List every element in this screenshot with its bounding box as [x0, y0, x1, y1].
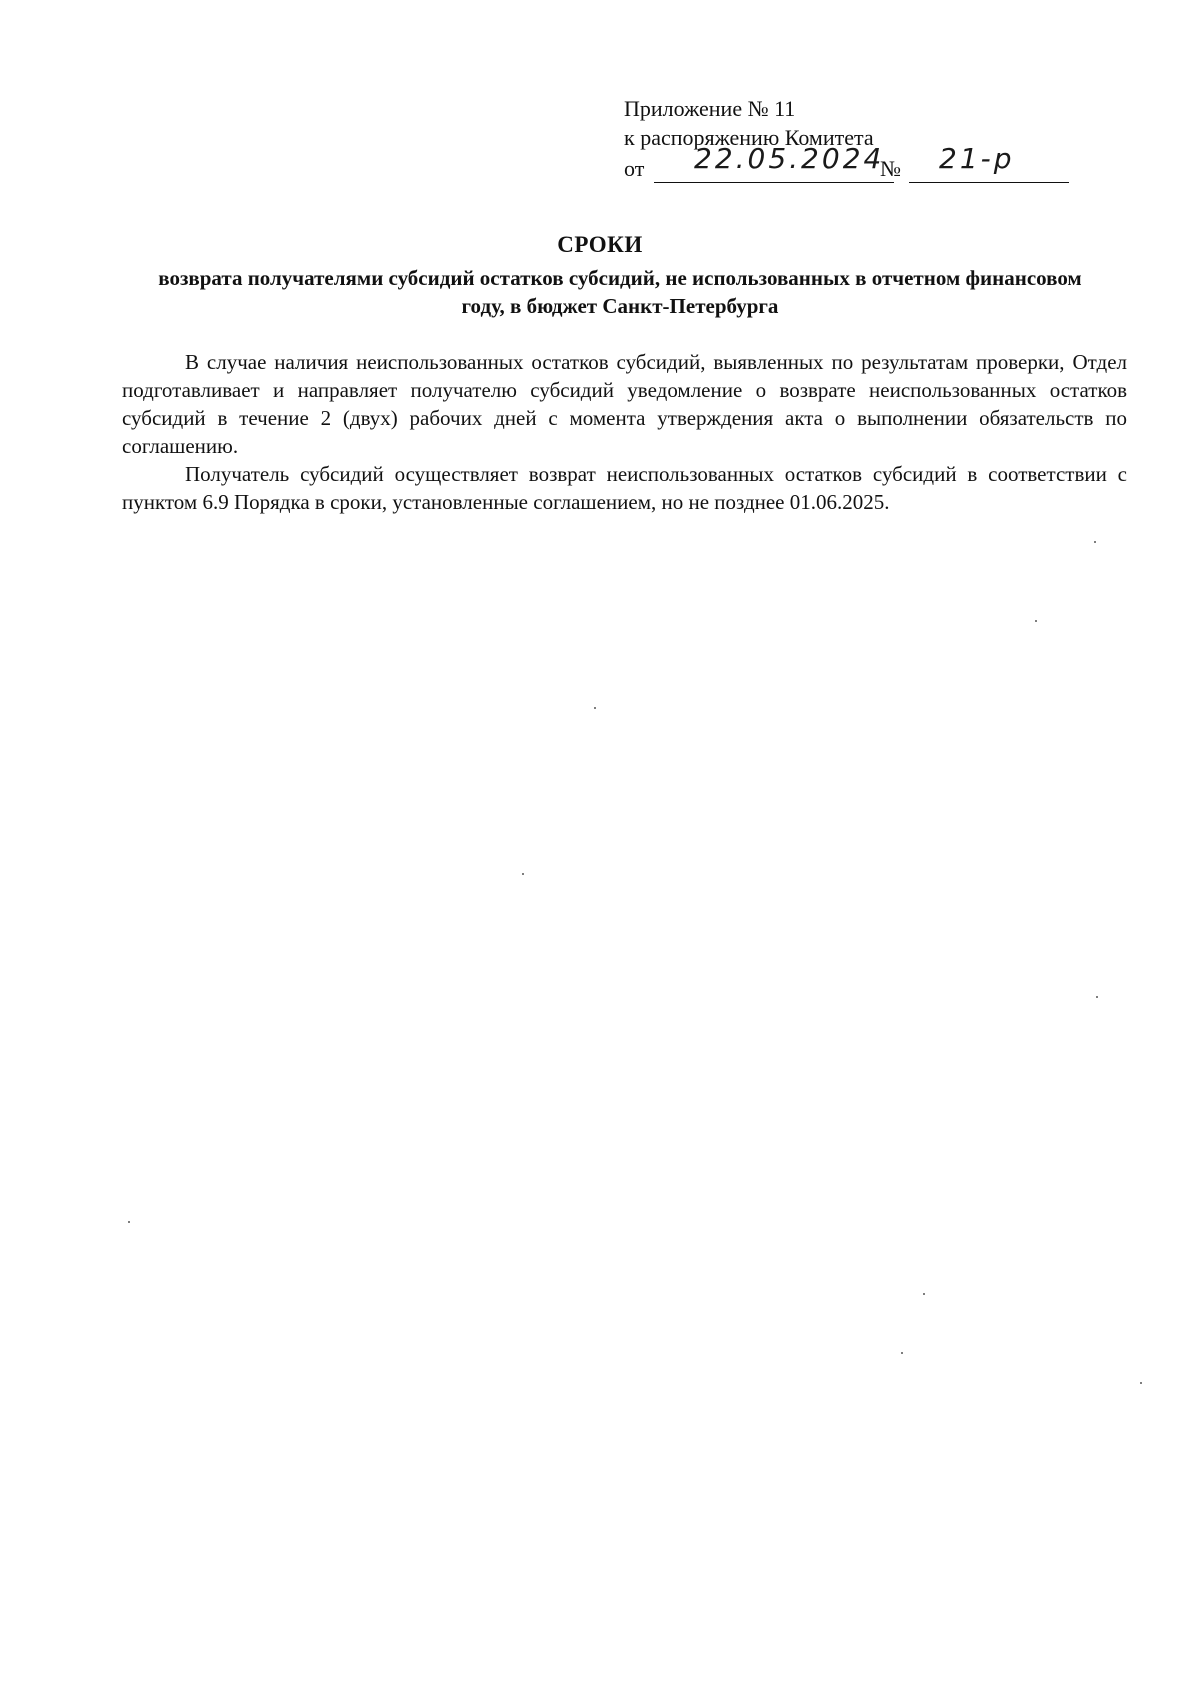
scan-speck — [1140, 1382, 1142, 1384]
scan-speck — [1094, 541, 1096, 543]
number-label: № — [880, 156, 901, 181]
date-field — [654, 142, 894, 183]
number-field — [909, 142, 1069, 183]
order-details-row — [624, 142, 1015, 188]
scan-speck — [1096, 996, 1098, 998]
appendix-reference: к распоряжению Комитета — [624, 125, 874, 150]
document-subtitle: возврата получателями субсидий остатков субсидий, не использованных в отчетном финансовом году, в бюджет Санкт-Петербурга — [158, 266, 1082, 318]
paragraph-2: Получатель субсидий осуществляет возврат неиспользованных остатков субсидий в соответствии с пунктом 6.9 Порядка в сроки, установленные соглашением, но не позднее 01.06.2025. — [122, 462, 1127, 514]
scan-speck — [522, 873, 524, 875]
paragraph-1: В случае наличия неиспользованных остатков субсидий, выявленных по результатам проверки, Отдел подготавливает и направляет получателю субсидий уведомление о возврате неиспользованных остатков субсидий в течение 2 (двух) рабочих дней с момента утверждения акта о выполнении обязательств по соглашению. — [122, 350, 1127, 458]
appendix-block — [624, 94, 1015, 188]
handwritten-number: 21-р — [939, 142, 1015, 175]
handwritten-date: 22.05.2024 — [694, 142, 885, 175]
scan-speck — [923, 1293, 925, 1295]
scan-speck — [1035, 620, 1037, 622]
appendix-number: Приложение № 11 — [624, 96, 796, 121]
document-title: СРОКИ — [557, 232, 643, 257]
date-label: от — [624, 156, 645, 181]
scan-speck — [128, 1221, 130, 1223]
document-body — [122, 348, 1127, 516]
scan-speck — [594, 707, 596, 709]
scan-speck — [901, 1352, 903, 1354]
